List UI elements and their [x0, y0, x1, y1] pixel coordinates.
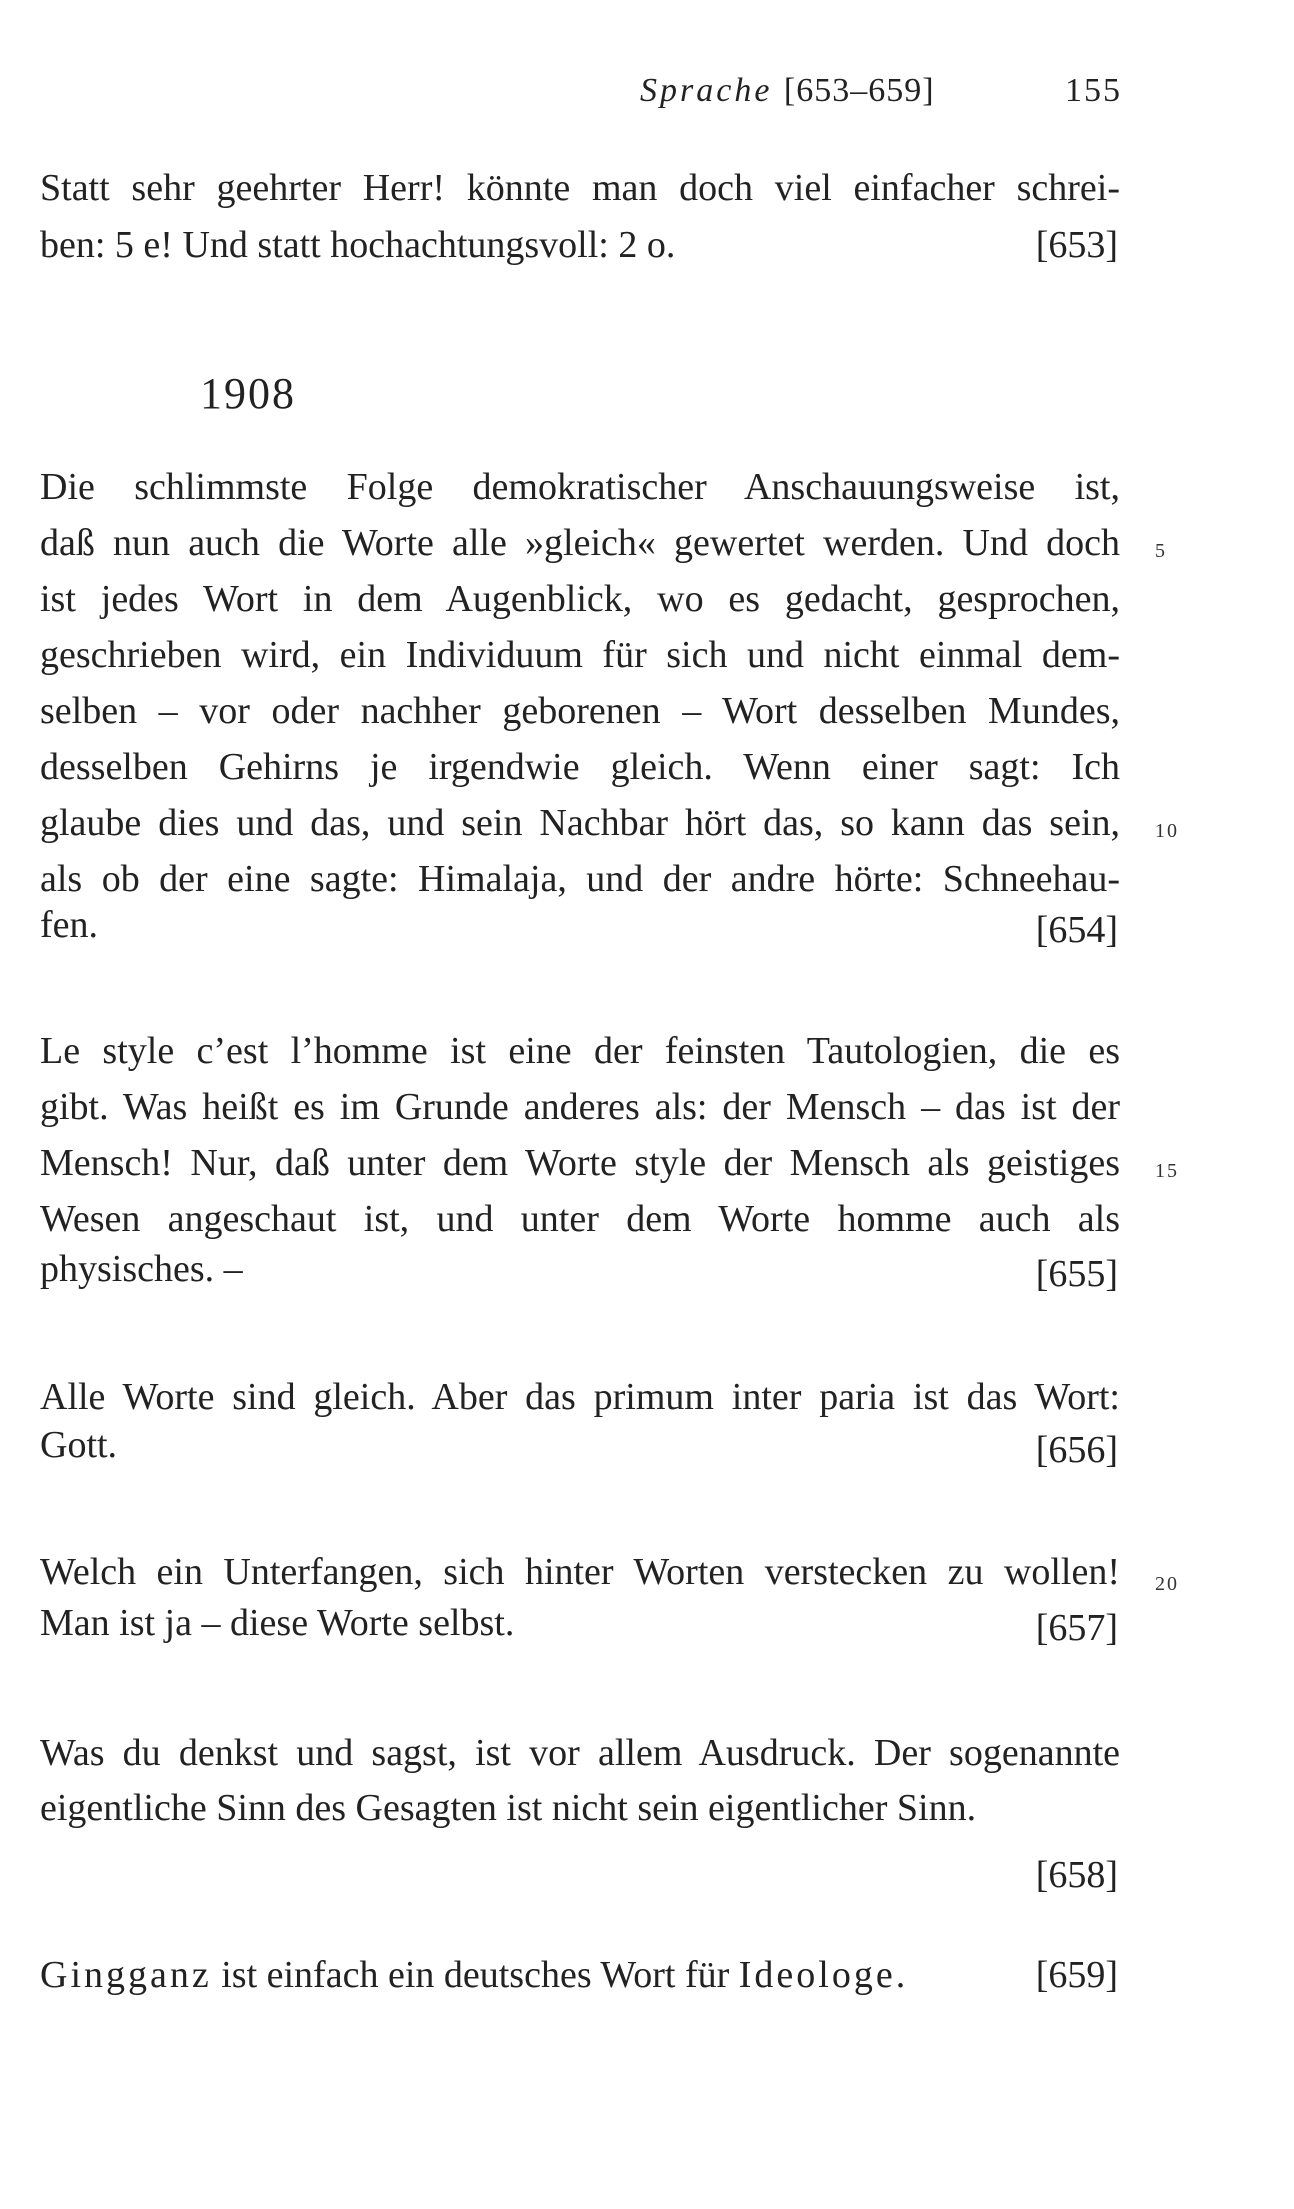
text-line: Alle Worte sind gleich. Aber das primum inter paria ist das Wort:	[40, 1376, 1120, 1418]
page-number: 155	[1065, 72, 1122, 109]
spaced-word: Ideologe.	[738, 1954, 909, 1996]
spaced-word: Gingganz	[40, 1954, 212, 1996]
line-number: 10	[1155, 820, 1179, 842]
text-line	[40, 1950, 1120, 2000]
line-number: 15	[1155, 1160, 1179, 1182]
text-line: physisches. –	[40, 1248, 243, 1290]
header-section-title: Sprache	[640, 72, 773, 109]
text-line: glaube dies und das, und sein Nachbar hört das, so kann das sein,	[40, 802, 1120, 844]
text-line: ben: 5 e! Und statt hochachtungsvoll: 2 o.	[40, 224, 676, 266]
text-line: eigentliche Sinn des Gesagten ist nicht sein eigentlicher Sinn.	[40, 1787, 977, 1829]
text-line: Statt sehr geehrter Herr! könnte man doch viel einfacher schrei-	[40, 167, 1120, 209]
text-line: Welch ein Unterfangen, sich hinter Worten verstecken zu wollen!	[40, 1551, 1120, 1593]
aphorism-number: [655]	[1035, 1253, 1118, 1295]
text-fragment: ist einfach ein deutsches Wort für	[221, 1954, 730, 1996]
aphorism-number: [657]	[1035, 1607, 1118, 1649]
header-range: [653–659]	[783, 72, 935, 109]
text-line: als ob der eine sagte: Himalaja, und der andre hörte: Schneehau-	[40, 858, 1120, 900]
text-line: daß nun auch die Worte alle »gleich« gewertet werden. Und doch	[40, 522, 1120, 564]
text-line: geschrieben wird, ein Individuum für sich und nicht einmal dem-	[40, 634, 1120, 676]
text-line: Die schlimmste Folge demokratischer Anschauungsweise ist,	[40, 466, 1120, 508]
year-heading: 1908	[200, 369, 296, 418]
text-line: Was du denkst und sagst, ist vor allem Ausdruck. Der sogenannte	[40, 1732, 1120, 1774]
aphorism-number: [654]	[1035, 909, 1118, 951]
aphorism-number: [653]	[1035, 224, 1118, 266]
text-line: Man ist ja – diese Worte selbst.	[40, 1602, 515, 1644]
text-line: selben – vor oder nachher geborenen – Wort desselben Mundes,	[40, 690, 1120, 732]
text-line: gibt. Was heißt es im Grunde anderes als: der Mensch – das ist der	[40, 1086, 1120, 1128]
line-number: 5	[1155, 540, 1167, 562]
text-line: Wesen angeschaut ist, und unter dem Worte homme auch als	[40, 1198, 1120, 1240]
aphorism-number: [656]	[1035, 1429, 1118, 1471]
aphorism-number: [658]	[1035, 1854, 1118, 1896]
running-header-title	[640, 72, 935, 110]
text-line: Le style c’est l’homme ist eine der feinsten Tautologien, die es	[40, 1030, 1120, 1072]
line-number: 20	[1155, 1573, 1179, 1595]
text-line: Gott.	[40, 1424, 118, 1466]
text-line: Mensch! Nur, daß unter dem Worte style der Mensch als geistiges	[40, 1142, 1120, 1184]
text-line: ist jedes Wort in dem Augenblick, wo es gedacht, gesprochen,	[40, 578, 1120, 620]
text-line: desselben Gehirns je irgendwie gleich. Wenn einer sagt: Ich	[40, 746, 1120, 788]
aphorism-number: [659]	[1035, 1954, 1118, 1996]
text-line: fen.	[40, 904, 99, 946]
